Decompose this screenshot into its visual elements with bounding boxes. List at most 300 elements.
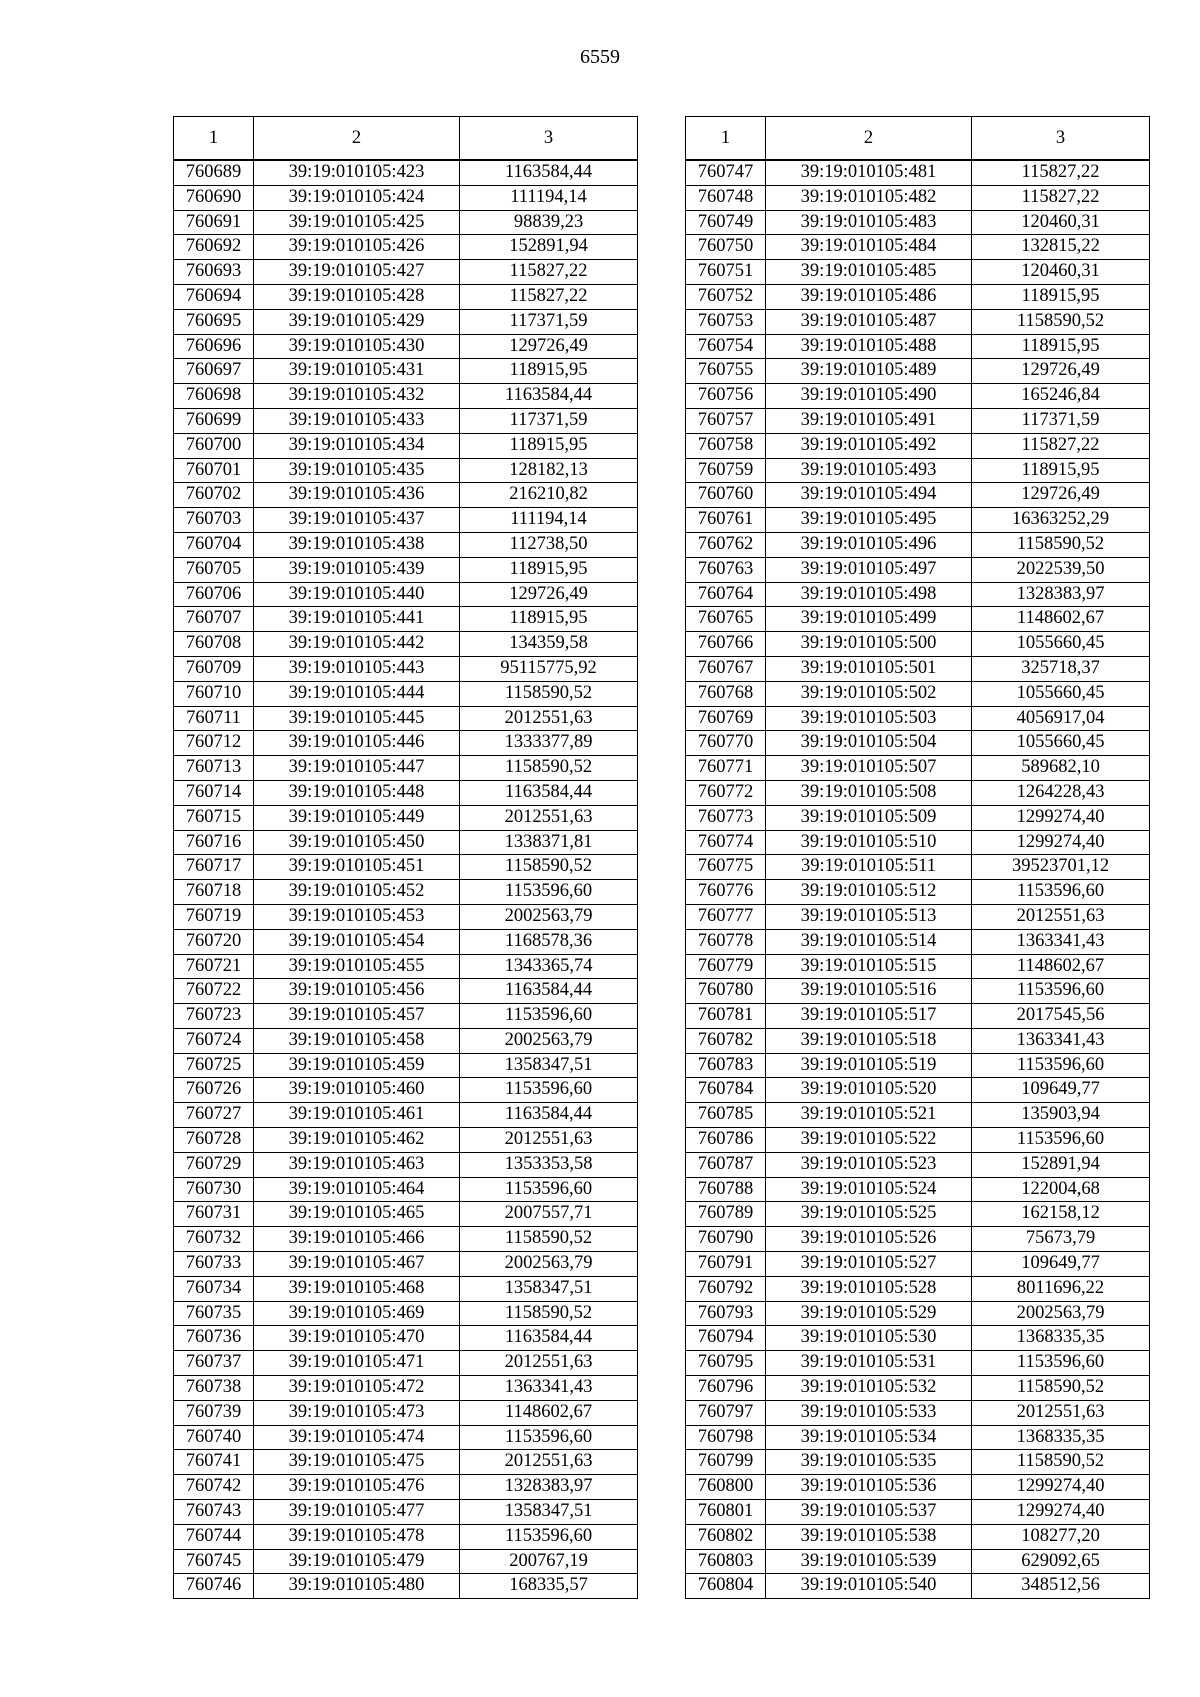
- row-number-cell: 760779: [686, 954, 766, 979]
- value-cell: 1148602,67: [972, 607, 1150, 632]
- cadastral-number-cell: 39:19:010105:521: [766, 1103, 972, 1128]
- value-cell: 2002563,79: [460, 1028, 638, 1053]
- cadastral-number-cell: 39:19:010105:535: [766, 1450, 972, 1475]
- table-row: [686, 359, 1150, 384]
- cadastral-number-cell: 39:19:010105:498: [766, 582, 972, 607]
- table-row: [686, 756, 1150, 781]
- value-cell: 1358347,51: [460, 1500, 638, 1525]
- value-cell: 118915,95: [972, 334, 1150, 359]
- cadastral-number-cell: 39:19:010105:453: [254, 904, 460, 929]
- value-cell: 95115775,92: [460, 656, 638, 681]
- value-cell: 1358347,51: [460, 1053, 638, 1078]
- table-row: [174, 160, 638, 185]
- table-row: [174, 384, 638, 409]
- row-number-cell: 760711: [174, 706, 254, 731]
- row-number-cell: 760791: [686, 1252, 766, 1277]
- table-row: [174, 780, 638, 805]
- row-number-cell: 760803: [686, 1549, 766, 1574]
- table-row: [174, 1574, 638, 1599]
- cadastral-number-cell: 39:19:010105:470: [254, 1326, 460, 1351]
- value-cell: 1158590,52: [972, 532, 1150, 557]
- row-number-cell: 760793: [686, 1301, 766, 1326]
- value-cell: 122004,68: [972, 1177, 1150, 1202]
- cadastral-number-cell: 39:19:010105:473: [254, 1400, 460, 1425]
- row-number-cell: 760750: [686, 235, 766, 260]
- table-row: [174, 1276, 638, 1301]
- row-number-cell: 760783: [686, 1053, 766, 1078]
- cadastral-number-cell: 39:19:010105:436: [254, 483, 460, 508]
- row-number-cell: 760754: [686, 334, 766, 359]
- table-row: [174, 979, 638, 1004]
- row-number-cell: 760727: [174, 1103, 254, 1128]
- cadastral-number-cell: 39:19:010105:481: [766, 160, 972, 185]
- row-number-cell: 760691: [174, 210, 254, 235]
- cadastral-number-cell: 39:19:010105:520: [766, 1078, 972, 1103]
- value-cell: 1328383,97: [972, 582, 1150, 607]
- row-number-cell: 760703: [174, 508, 254, 533]
- cadastral-number-cell: 39:19:010105:537: [766, 1500, 972, 1525]
- value-cell: 112738,50: [460, 532, 638, 557]
- row-number-cell: 760730: [174, 1177, 254, 1202]
- value-cell: 1055660,45: [972, 681, 1150, 706]
- value-cell: 348512,56: [972, 1574, 1150, 1599]
- cadastral-number-cell: 39:19:010105:507: [766, 756, 972, 781]
- column-header-1: 1: [174, 117, 254, 161]
- table-row: [174, 731, 638, 756]
- cadastral-number-cell: 39:19:010105:451: [254, 855, 460, 880]
- cadastral-number-cell: 39:19:010105:423: [254, 160, 460, 185]
- table-row: [174, 458, 638, 483]
- value-cell: 1158590,52: [972, 309, 1150, 334]
- row-number-cell: 760725: [174, 1053, 254, 1078]
- value-cell: 1163584,44: [460, 780, 638, 805]
- value-cell: 1343365,74: [460, 954, 638, 979]
- cadastral-number-cell: 39:19:010105:534: [766, 1425, 972, 1450]
- row-number-cell: 760710: [174, 681, 254, 706]
- cadastral-number-cell: 39:19:010105:503: [766, 706, 972, 731]
- cadastral-number-cell: 39:19:010105:429: [254, 309, 460, 334]
- row-number-cell: 760702: [174, 483, 254, 508]
- value-cell: 1153596,60: [972, 979, 1150, 1004]
- value-cell: 1158590,52: [460, 855, 638, 880]
- row-number-cell: 760705: [174, 557, 254, 582]
- row-number-cell: 760704: [174, 532, 254, 557]
- table-row: [174, 1376, 638, 1401]
- value-cell: 325718,37: [972, 656, 1150, 681]
- value-cell: 1153596,60: [972, 1128, 1150, 1153]
- row-number-cell: 760751: [686, 260, 766, 285]
- row-number-cell: 760709: [174, 656, 254, 681]
- value-cell: 1158590,52: [972, 1376, 1150, 1401]
- row-number-cell: 760718: [174, 880, 254, 905]
- row-number-cell: 760804: [686, 1574, 766, 1599]
- value-cell: 111194,14: [460, 185, 638, 210]
- cadastral-number-cell: 39:19:010105:457: [254, 1004, 460, 1029]
- value-cell: 1153596,60: [972, 1053, 1150, 1078]
- row-number-cell: 760707: [174, 607, 254, 632]
- row-number-cell: 760784: [686, 1078, 766, 1103]
- table-row: [174, 235, 638, 260]
- row-number-cell: 760748: [686, 185, 766, 210]
- cadastral-number-cell: 39:19:010105:531: [766, 1351, 972, 1376]
- row-number-cell: 760736: [174, 1326, 254, 1351]
- row-number-cell: 760692: [174, 235, 254, 260]
- value-cell: 165246,84: [972, 384, 1150, 409]
- row-number-cell: 760745: [174, 1549, 254, 1574]
- row-number-cell: 760722: [174, 979, 254, 1004]
- table-row: [686, 1301, 1150, 1326]
- table-row: [686, 1549, 1150, 1574]
- row-number-cell: 760752: [686, 284, 766, 309]
- value-cell: 115827,22: [972, 160, 1150, 185]
- row-number-cell: 760732: [174, 1227, 254, 1252]
- table-row: [174, 1177, 638, 1202]
- table-row: [686, 731, 1150, 756]
- cadastral-number-cell: 39:19:010105:474: [254, 1425, 460, 1450]
- cadastral-number-cell: 39:19:010105:475: [254, 1450, 460, 1475]
- table-row: [174, 855, 638, 880]
- cadastral-number-cell: 39:19:010105:432: [254, 384, 460, 409]
- value-cell: 1363341,43: [972, 1028, 1150, 1053]
- row-number-cell: 760767: [686, 656, 766, 681]
- table-row: [686, 334, 1150, 359]
- cadastral-number-cell: 39:19:010105:455: [254, 954, 460, 979]
- cadastral-number-cell: 39:19:010105:488: [766, 334, 972, 359]
- value-cell: 2012551,63: [460, 706, 638, 731]
- cadastral-number-cell: 39:19:010105:434: [254, 433, 460, 458]
- value-cell: 109649,77: [972, 1078, 1150, 1103]
- row-number-cell: 760780: [686, 979, 766, 1004]
- row-number-cell: 760693: [174, 260, 254, 285]
- cadastral-number-cell: 39:19:010105:443: [254, 656, 460, 681]
- value-cell: 129726,49: [460, 334, 638, 359]
- table-row: [174, 607, 638, 632]
- table-row: [686, 284, 1150, 309]
- row-number-cell: 760797: [686, 1400, 766, 1425]
- row-number-cell: 760712: [174, 731, 254, 756]
- row-number-cell: 760800: [686, 1475, 766, 1500]
- row-number-cell: 760694: [174, 284, 254, 309]
- row-number-cell: 760714: [174, 780, 254, 805]
- cadastral-number-cell: 39:19:010105:527: [766, 1252, 972, 1277]
- cadastral-number-cell: 39:19:010105:456: [254, 979, 460, 1004]
- cadastral-number-cell: 39:19:010105:466: [254, 1227, 460, 1252]
- column-header-3: 3: [460, 117, 638, 161]
- row-number-cell: 760747: [686, 160, 766, 185]
- table-row: [686, 458, 1150, 483]
- row-number-cell: 760726: [174, 1078, 254, 1103]
- row-number-cell: 760775: [686, 855, 766, 880]
- value-cell: 1153596,60: [460, 880, 638, 905]
- row-number-cell: 760738: [174, 1376, 254, 1401]
- value-cell: 152891,94: [972, 1152, 1150, 1177]
- row-number-cell: 760785: [686, 1103, 766, 1128]
- cadastral-number-cell: 39:19:010105:529: [766, 1301, 972, 1326]
- cadastral-number-cell: 39:19:010105:532: [766, 1376, 972, 1401]
- value-cell: 75673,79: [972, 1227, 1150, 1252]
- table-row: [174, 1425, 638, 1450]
- cadastral-number-cell: 39:19:010105:538: [766, 1524, 972, 1549]
- cadastral-number-cell: 39:19:010105:496: [766, 532, 972, 557]
- row-number-cell: 760706: [174, 582, 254, 607]
- value-cell: 134359,58: [460, 632, 638, 657]
- cadastral-number-cell: 39:19:010105:437: [254, 508, 460, 533]
- row-number-cell: 760753: [686, 309, 766, 334]
- cadastral-number-cell: 39:19:010105:438: [254, 532, 460, 557]
- row-number-cell: 760734: [174, 1276, 254, 1301]
- table-row: [686, 1574, 1150, 1599]
- table-row: [174, 656, 638, 681]
- table-row: [686, 260, 1150, 285]
- row-number-cell: 760742: [174, 1475, 254, 1500]
- table-header-row: [174, 117, 638, 161]
- table-row: [174, 681, 638, 706]
- table-row: [686, 706, 1150, 731]
- table-row: [686, 1078, 1150, 1103]
- cadastral-number-cell: 39:19:010105:479: [254, 1549, 460, 1574]
- value-cell: 1363341,43: [972, 929, 1150, 954]
- row-number-cell: 760737: [174, 1351, 254, 1376]
- value-cell: 1158590,52: [460, 756, 638, 781]
- row-number-cell: 760789: [686, 1202, 766, 1227]
- row-number-cell: 760786: [686, 1128, 766, 1153]
- row-number-cell: 760743: [174, 1500, 254, 1525]
- value-cell: 629092,65: [972, 1549, 1150, 1574]
- cadastral-number-cell: 39:19:010105:513: [766, 904, 972, 929]
- table-row: [174, 334, 638, 359]
- value-cell: 108277,20: [972, 1524, 1150, 1549]
- value-cell: 1338371,81: [460, 830, 638, 855]
- cadastral-number-cell: 39:19:010105:426: [254, 235, 460, 260]
- table-body: [686, 160, 1150, 1599]
- row-number-cell: 760758: [686, 433, 766, 458]
- table-row: [686, 1475, 1150, 1500]
- value-cell: 1158590,52: [460, 1301, 638, 1326]
- row-number-cell: 760766: [686, 632, 766, 657]
- table-row: [174, 1549, 638, 1574]
- value-cell: 4056917,04: [972, 706, 1150, 731]
- table-row: [686, 1500, 1150, 1525]
- table-row: [686, 954, 1150, 979]
- row-number-cell: 760787: [686, 1152, 766, 1177]
- row-number-cell: 760699: [174, 408, 254, 433]
- table-row: [174, 408, 638, 433]
- value-cell: 109649,77: [972, 1252, 1150, 1277]
- cadastral-number-cell: 39:19:010105:446: [254, 731, 460, 756]
- table-row: [686, 160, 1150, 185]
- table-row: [174, 1475, 638, 1500]
- value-cell: 128182,13: [460, 458, 638, 483]
- cadastral-number-cell: 39:19:010105:508: [766, 780, 972, 805]
- table-row: [686, 433, 1150, 458]
- row-number-cell: 760770: [686, 731, 766, 756]
- table-row: [686, 681, 1150, 706]
- row-number-cell: 760756: [686, 384, 766, 409]
- cadastral-number-cell: 39:19:010105:464: [254, 1177, 460, 1202]
- row-number-cell: 760795: [686, 1351, 766, 1376]
- value-cell: 135903,94: [972, 1103, 1150, 1128]
- table-row: [686, 1351, 1150, 1376]
- table-row: [174, 532, 638, 557]
- value-cell: 1163584,44: [460, 979, 638, 1004]
- value-cell: 2017545,56: [972, 1004, 1150, 1029]
- cadastral-number-cell: 39:19:010105:540: [766, 1574, 972, 1599]
- cadastral-number-cell: 39:19:010105:462: [254, 1128, 460, 1153]
- value-cell: 129726,49: [972, 359, 1150, 384]
- value-cell: 162158,12: [972, 1202, 1150, 1227]
- cadastral-number-cell: 39:19:010105:476: [254, 1475, 460, 1500]
- column-header-1: 1: [686, 117, 766, 161]
- table-row: [174, 582, 638, 607]
- row-number-cell: 760773: [686, 805, 766, 830]
- table-row: [686, 805, 1150, 830]
- cadastral-number-cell: 39:19:010105:519: [766, 1053, 972, 1078]
- table-row: [686, 582, 1150, 607]
- cadastral-number-cell: 39:19:010105:511: [766, 855, 972, 880]
- row-number-cell: 760733: [174, 1252, 254, 1277]
- cadastral-number-cell: 39:19:010105:431: [254, 359, 460, 384]
- cadastral-number-cell: 39:19:010105:450: [254, 830, 460, 855]
- table-row: [686, 607, 1150, 632]
- value-cell: 200767,19: [460, 1549, 638, 1574]
- cadastral-number-cell: 39:19:010105:439: [254, 557, 460, 582]
- table-row: [686, 384, 1150, 409]
- row-number-cell: 760778: [686, 929, 766, 954]
- value-cell: 1353353,58: [460, 1152, 638, 1177]
- row-number-cell: 760801: [686, 1500, 766, 1525]
- page-number: 6559: [580, 46, 620, 68]
- value-cell: 1153596,60: [460, 1177, 638, 1202]
- cadastral-number-cell: 39:19:010105:502: [766, 681, 972, 706]
- cadastral-number-cell: 39:19:010105:512: [766, 880, 972, 905]
- table-row: [174, 433, 638, 458]
- table-row: [686, 557, 1150, 582]
- row-number-cell: 760760: [686, 483, 766, 508]
- cadastral-number-cell: 39:19:010105:494: [766, 483, 972, 508]
- cadastral-number-cell: 39:19:010105:490: [766, 384, 972, 409]
- cadastral-number-cell: 39:19:010105:510: [766, 830, 972, 855]
- row-number-cell: 760749: [686, 210, 766, 235]
- cadastral-number-cell: 39:19:010105:477: [254, 1500, 460, 1525]
- row-number-cell: 760799: [686, 1450, 766, 1475]
- row-number-cell: 760723: [174, 1004, 254, 1029]
- row-number-cell: 760695: [174, 309, 254, 334]
- cadastral-number-cell: 39:19:010105:468: [254, 1276, 460, 1301]
- table-row: [174, 1103, 638, 1128]
- table-row: [174, 1227, 638, 1252]
- table-row: [174, 1004, 638, 1029]
- value-cell: 115827,22: [972, 433, 1150, 458]
- value-cell: 118915,95: [460, 433, 638, 458]
- value-cell: 16363252,29: [972, 508, 1150, 533]
- table-row: [686, 1103, 1150, 1128]
- table-row: [174, 1500, 638, 1525]
- table-header-row: [686, 117, 1150, 161]
- row-number-cell: 760792: [686, 1276, 766, 1301]
- table-row: [174, 1351, 638, 1376]
- row-number-cell: 760724: [174, 1028, 254, 1053]
- table-row: [686, 1202, 1150, 1227]
- value-cell: 120460,31: [972, 260, 1150, 285]
- value-cell: 1158590,52: [972, 1450, 1150, 1475]
- row-number-cell: 760798: [686, 1425, 766, 1450]
- row-number-cell: 760774: [686, 830, 766, 855]
- value-cell: 8011696,22: [972, 1276, 1150, 1301]
- value-cell: 1163584,44: [460, 160, 638, 185]
- cadastral-number-cell: 39:19:010105:445: [254, 706, 460, 731]
- table-row: [174, 1252, 638, 1277]
- value-cell: 2012551,63: [972, 904, 1150, 929]
- value-cell: 129726,49: [972, 483, 1150, 508]
- row-number-cell: 760698: [174, 384, 254, 409]
- value-cell: 115827,22: [460, 284, 638, 309]
- value-cell: 216210,82: [460, 483, 638, 508]
- row-number-cell: 760690: [174, 185, 254, 210]
- row-number-cell: 760772: [686, 780, 766, 805]
- cadastral-number-cell: 39:19:010105:458: [254, 1028, 460, 1053]
- cadastral-number-cell: 39:19:010105:493: [766, 458, 972, 483]
- table-row: [686, 929, 1150, 954]
- row-number-cell: 760739: [174, 1400, 254, 1425]
- cadastral-number-cell: 39:19:010105:491: [766, 408, 972, 433]
- table-row: [686, 532, 1150, 557]
- table-row: [174, 1128, 638, 1153]
- table-row: [686, 1053, 1150, 1078]
- table-row: [174, 309, 638, 334]
- cadastral-number-cell: 39:19:010105:440: [254, 582, 460, 607]
- value-cell: 1055660,45: [972, 731, 1150, 756]
- table-row: [686, 1227, 1150, 1252]
- value-cell: 1148602,67: [972, 954, 1150, 979]
- table-row: [174, 1078, 638, 1103]
- value-cell: 1153596,60: [460, 1078, 638, 1103]
- row-number-cell: 760728: [174, 1128, 254, 1153]
- value-cell: 1153596,60: [460, 1524, 638, 1549]
- cadastral-number-cell: 39:19:010105:435: [254, 458, 460, 483]
- table-row: [174, 756, 638, 781]
- value-cell: 1363341,43: [460, 1376, 638, 1401]
- cadastral-number-cell: 39:19:010105:523: [766, 1152, 972, 1177]
- table-row: [686, 1152, 1150, 1177]
- value-cell: 1333377,89: [460, 731, 638, 756]
- cadastral-number-cell: 39:19:010105:425: [254, 210, 460, 235]
- table-row: [686, 185, 1150, 210]
- table-row: [686, 656, 1150, 681]
- cadastral-number-cell: 39:19:010105:427: [254, 260, 460, 285]
- table-row: [686, 483, 1150, 508]
- cadastral-number-cell: 39:19:010105:495: [766, 508, 972, 533]
- cadastral-number-cell: 39:19:010105:447: [254, 756, 460, 781]
- value-cell: 117371,59: [460, 309, 638, 334]
- column-header-2: 2: [254, 117, 460, 161]
- row-number-cell: 760746: [174, 1574, 254, 1599]
- cadastral-number-cell: 39:19:010105:424: [254, 185, 460, 210]
- value-cell: 118915,95: [972, 458, 1150, 483]
- column-header-2: 2: [766, 117, 972, 161]
- table-row: [174, 632, 638, 657]
- table-row: [174, 185, 638, 210]
- row-number-cell: 760796: [686, 1376, 766, 1401]
- table-row: [686, 1028, 1150, 1053]
- value-cell: 1163584,44: [460, 1326, 638, 1351]
- value-cell: 1168578,36: [460, 929, 638, 954]
- row-number-cell: 760764: [686, 582, 766, 607]
- row-number-cell: 760794: [686, 1326, 766, 1351]
- table-row: [686, 1276, 1150, 1301]
- table-row: [174, 508, 638, 533]
- cadastral-number-cell: 39:19:010105:518: [766, 1028, 972, 1053]
- table-row: [174, 557, 638, 582]
